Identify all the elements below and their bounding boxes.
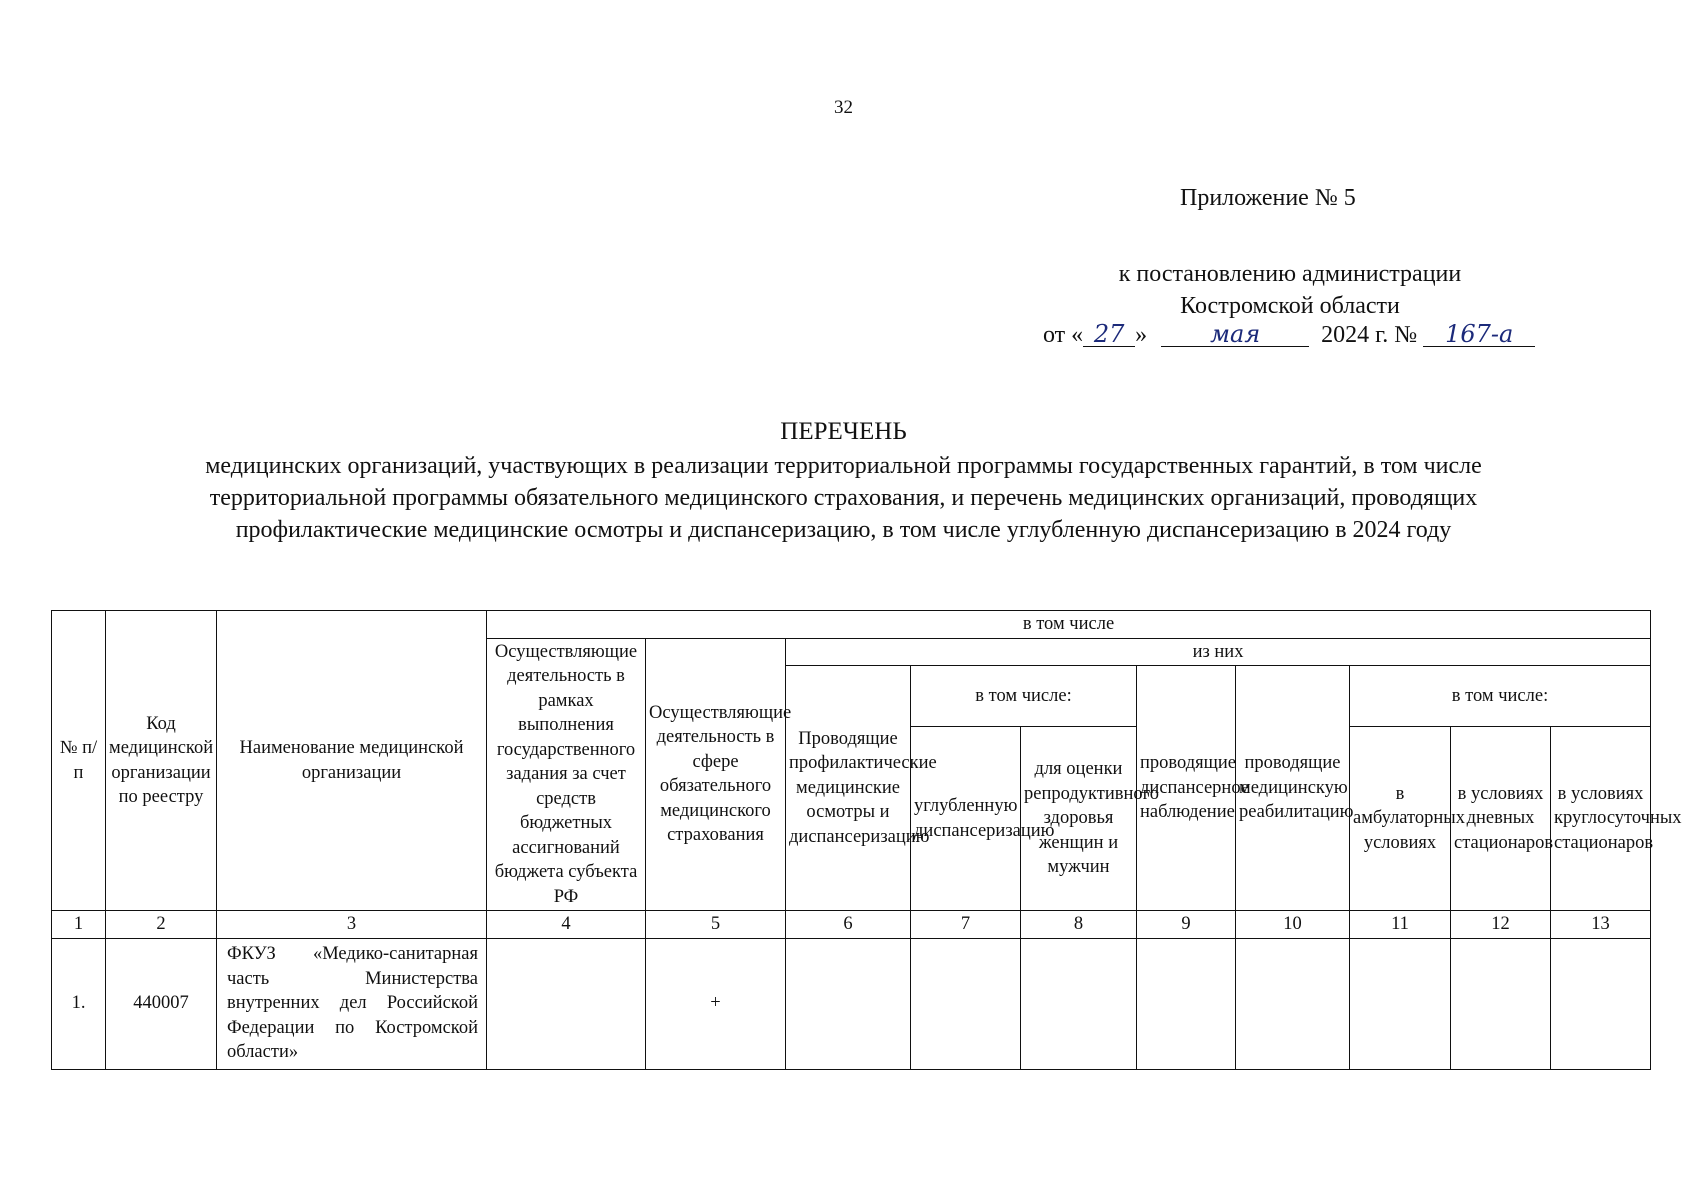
row-cell-13 bbox=[1551, 938, 1651, 1069]
header-in-total: в том числе bbox=[487, 611, 1651, 639]
document-heading: ПЕРЕЧЕНЬ bbox=[780, 418, 907, 445]
organizations-table bbox=[51, 610, 1682, 1070]
column-number: 5 bbox=[646, 911, 786, 939]
row-cell-11 bbox=[1350, 938, 1451, 1069]
column-number: 13 bbox=[1551, 911, 1651, 939]
header-col-5: Осуществляющие деятельность в сфере обязательного медицинского страхования bbox=[646, 638, 786, 911]
date-prefix: от « bbox=[1043, 322, 1084, 348]
header-including-b: в том числе: bbox=[1350, 666, 1651, 727]
column-number: 1 bbox=[52, 911, 106, 939]
column-number: 3 bbox=[217, 911, 487, 939]
header-col-4: Осуществляющие деятельность в рамках выполнения государственного задания за счет средств бюджетных ассигнований бюджета субъекта РФ bbox=[487, 638, 646, 911]
row-code: 440007 bbox=[106, 938, 217, 1069]
appendix-title: Приложение № 5 bbox=[1180, 185, 1356, 211]
header-col-1: № п/п bbox=[52, 611, 106, 911]
column-number: 7 bbox=[911, 911, 1021, 939]
row-cell-8 bbox=[1021, 938, 1137, 1069]
header-col-3: Наименование медицинской организации bbox=[217, 611, 487, 911]
header-col-9: проводящие диспансерное наблюдение bbox=[1137, 666, 1236, 911]
column-number: 8 bbox=[1021, 911, 1137, 939]
row-cell-5: + bbox=[646, 938, 786, 1069]
header-col-7: углубленную диспансеризацию bbox=[911, 727, 1021, 911]
header-col-10: проводящие медицинскую реабилитацию bbox=[1236, 666, 1350, 911]
header-col-13: в условиях круглосуточных стационаров bbox=[1551, 727, 1651, 911]
row-cell-10 bbox=[1236, 938, 1350, 1069]
document-subheading: медицинских организаций, участвующих в реализации территориальной программы государственных гарантий, в том числе территориальной программы обязательного медицинского страхования, и перечень медицинских организаций, проводящих профилактические медицинские осмотры и диспансеризацию, в том числе углубленную диспансеризацию в 2024 году bbox=[205, 453, 1482, 543]
header-col-12: в условиях дневных стационаров bbox=[1451, 727, 1551, 911]
row-cell-9 bbox=[1137, 938, 1236, 1069]
header-row-1 bbox=[52, 611, 1651, 639]
row-organization-name: ФКУЗ «Медико-санитарная часть Министерства внутренних дел Российской Федерации по Костромской области» bbox=[217, 938, 487, 1069]
row-cell-4 bbox=[487, 938, 646, 1069]
column-number: 2 bbox=[106, 911, 217, 939]
column-number: 4 bbox=[487, 911, 646, 939]
header-col-2: Код медицинской организации по реестру bbox=[106, 611, 217, 911]
resolution-date bbox=[1043, 322, 1535, 349]
column-number: 6 bbox=[786, 911, 911, 939]
date-year: 2024 г. № bbox=[1321, 322, 1418, 348]
date-day: 27 bbox=[1083, 322, 1135, 347]
header-col-11: в амбулаторных условиях bbox=[1350, 727, 1451, 911]
header-col-6: Проводящие профилактические медицинские осмотры и диспансеризацию bbox=[786, 666, 911, 911]
row-cell-12 bbox=[1451, 938, 1551, 1069]
row-number: 1. bbox=[52, 938, 106, 1069]
column-number: 9 bbox=[1137, 911, 1236, 939]
row-cell-6 bbox=[786, 938, 911, 1069]
column-number: 11 bbox=[1350, 911, 1451, 939]
date-quote: » bbox=[1135, 322, 1148, 348]
resolution-number: 167-а bbox=[1423, 322, 1535, 347]
resolution-line-1: к постановлению администрации bbox=[1118, 261, 1462, 287]
header-of-them: из них bbox=[786, 638, 1651, 666]
header-including-a: в том числе: bbox=[911, 666, 1137, 727]
resolution-line-2: Костромской области bbox=[1180, 293, 1400, 319]
date-month: мая bbox=[1161, 322, 1309, 347]
column-number: 12 bbox=[1451, 911, 1551, 939]
column-numbers-row bbox=[52, 911, 1651, 939]
header-col-8: для оценки репродуктивного здоровья женщин и мужчин bbox=[1021, 727, 1137, 911]
column-number: 10 bbox=[1236, 911, 1350, 939]
row-cell-7 bbox=[911, 938, 1021, 1069]
table-row bbox=[52, 938, 1651, 1069]
page-number: 32 bbox=[834, 97, 853, 118]
resolution-reference bbox=[1020, 258, 1560, 322]
